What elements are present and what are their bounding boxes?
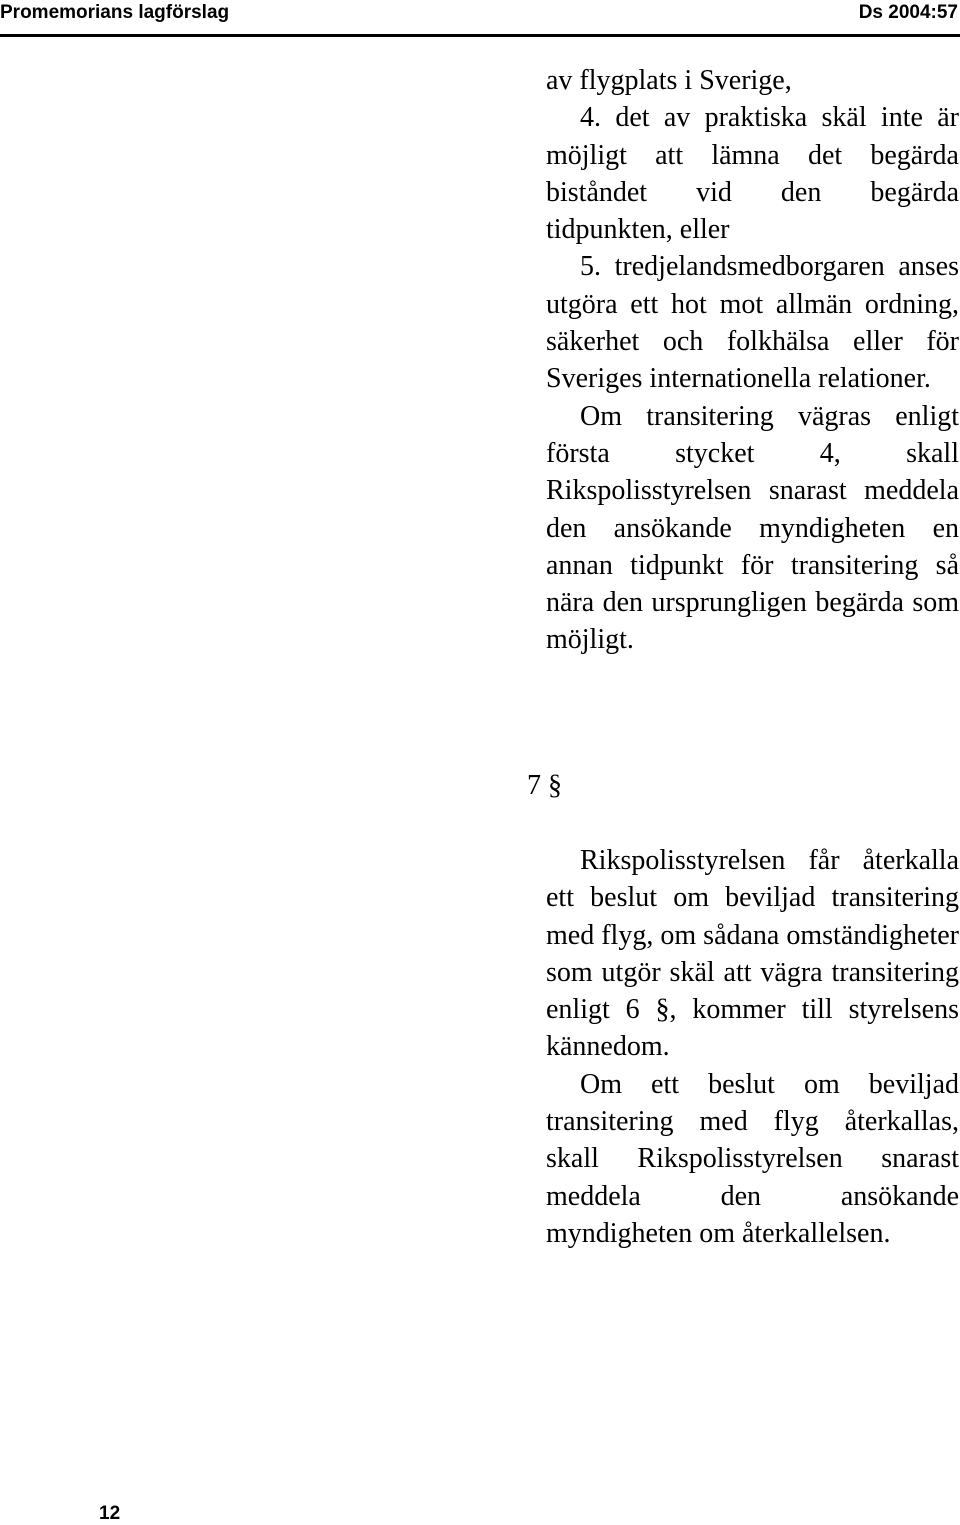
section-number: 7 §: [527, 770, 562, 801]
header-document-id: Ds 2004:57: [858, 2, 958, 23]
list-item-5: 5. tredjelandsmedborgaren anses utgöra ett hot mot allmän ordning, säkerhet och folkhälsa eller för Sveriges internationella relationer.: [546, 251, 959, 395]
text-block-continuation: [546, 62, 959, 659]
running-header: [0, 0, 960, 34]
paragraph-revocation: Rikspolisstyrelsen får återkalla ett beslut om beviljad transitering med flyg, om sådana omständigheter som utgör skäl att vägra transitering enligt 6 §, kommer till styrelsens kännedom.: [546, 845, 959, 1063]
list-item-4: 4. det av praktiska skäl inte är möjligt att lämna det begärda biståndet vid den begärda tidpunkten, eller: [546, 102, 959, 246]
header-section-title: Promemorians lagförslag: [0, 2, 230, 23]
text-block-section-7: [546, 842, 959, 1252]
paragraph-revocation-notice: Om ett beslut om beviljad transitering med flyg återkallas, skall Rikspolisstyrelsen snarast meddela den ansökande myndigheten om återkallelsen.: [546, 1068, 959, 1249]
paragraph-transit-refusal: Om transitering vägras enligt första stycket 4, skall Rikspolisstyrelsen snarast meddela den ansökande myndigheten en annan tidpunkt för transitering så nära den ursprungligen begärda som möjligt.: [546, 400, 959, 656]
header-rule: [0, 34, 960, 37]
page-number: 12: [99, 1503, 121, 1524]
paragraph-continuation: av flygplats i Sverige,: [546, 65, 792, 96]
